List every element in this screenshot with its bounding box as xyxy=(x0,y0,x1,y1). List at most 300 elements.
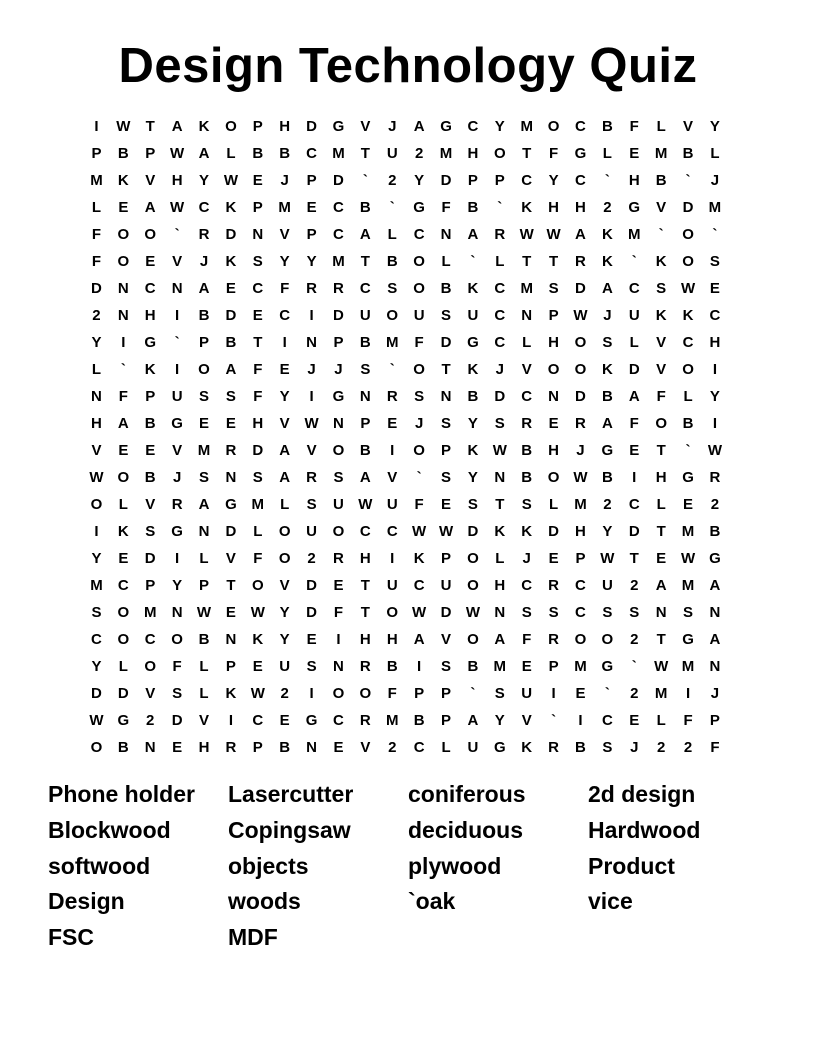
grid-letter: C xyxy=(333,199,344,216)
grid-letter: I xyxy=(309,388,314,405)
grid-letter: C xyxy=(601,712,613,729)
grid-letter: W xyxy=(654,658,669,675)
grid-letter: E xyxy=(333,739,344,756)
grid-letter: F xyxy=(172,658,182,675)
grid-letter: A xyxy=(117,415,129,432)
grid-letter: P xyxy=(548,658,559,675)
grid-letter: M xyxy=(385,712,399,729)
grid-letter: E xyxy=(145,442,156,459)
grid-letter: B xyxy=(601,469,613,486)
grid-letter: ` xyxy=(631,658,637,675)
word-bank-item: coniferous xyxy=(408,781,526,807)
grid-letter: U xyxy=(467,307,479,324)
grid-letter: U xyxy=(628,307,640,324)
grid-letter: L xyxy=(710,145,720,162)
grid-letter: L xyxy=(280,496,290,513)
grid-letter: V xyxy=(656,361,667,378)
grid-letter: L xyxy=(495,550,505,567)
word-bank-item: deciduous xyxy=(408,816,524,843)
grid-letter: T xyxy=(360,253,370,270)
grid-letter: M xyxy=(654,685,668,702)
grid-letter: J xyxy=(334,361,343,378)
grid-letter: S xyxy=(199,388,210,405)
grid-letter: A xyxy=(628,388,640,405)
grid-row xyxy=(83,113,739,140)
grid-letter: W xyxy=(89,712,104,729)
grid-letter: G xyxy=(413,199,425,216)
grid-row xyxy=(83,437,739,464)
grid-letter: Y xyxy=(414,172,425,189)
grid-letter: N xyxy=(655,604,667,621)
grid-letter: K xyxy=(682,307,694,324)
grid-letter: B xyxy=(601,388,613,405)
grid-letter: S xyxy=(709,253,720,270)
grid-letter: F xyxy=(683,712,693,729)
grid-letter: O xyxy=(117,226,130,243)
grid-letter: A xyxy=(198,280,210,297)
grid-letter: B xyxy=(709,523,721,540)
grid-letter: A xyxy=(467,226,479,243)
grid-letter: 2 xyxy=(656,739,666,756)
grid-letter: M xyxy=(278,199,291,216)
grid-letter: K xyxy=(225,253,237,270)
grid-letter: B xyxy=(117,145,129,162)
grid-letter: H xyxy=(548,442,559,459)
grid-letter: D xyxy=(682,199,694,216)
grid-letter: I xyxy=(336,631,341,648)
grid-letter: D xyxy=(467,523,479,540)
grid-letter: E xyxy=(118,199,129,216)
grid-letter: Y xyxy=(279,604,290,621)
grid-row xyxy=(83,248,739,275)
grid-letter: V xyxy=(360,739,371,756)
grid-letter: H xyxy=(198,739,210,756)
grid-letter: S xyxy=(252,253,263,270)
grid-letter: E xyxy=(279,361,290,378)
grid-letter: O xyxy=(386,307,399,324)
grid-letter: Y xyxy=(91,658,102,675)
grid-letter: T xyxy=(441,361,451,378)
grid-letter: T xyxy=(360,577,370,594)
grid-letter: H xyxy=(548,334,559,351)
grid-letter: K xyxy=(494,523,506,540)
grid-letter: C xyxy=(91,631,102,648)
grid-letter: ` xyxy=(470,253,476,270)
grid-letter: T xyxy=(549,253,559,270)
grid-letter: Y xyxy=(602,523,613,540)
grid-letter: E xyxy=(333,577,344,594)
grid-letter: W xyxy=(250,685,265,702)
grid-letter: U xyxy=(279,658,291,675)
grid-letter: A xyxy=(279,469,291,486)
grid-letter: B xyxy=(144,469,156,486)
grid-letter: C xyxy=(521,577,533,594)
grid-letter: P xyxy=(360,415,371,432)
grid-letter: N xyxy=(494,469,506,486)
grid-letter: H xyxy=(709,334,721,351)
grid-letter: G xyxy=(332,118,345,135)
grid-letter: E xyxy=(145,253,156,270)
grid-letter: K xyxy=(467,361,479,378)
grid-letter: I xyxy=(632,469,637,486)
grid-letter: G xyxy=(305,712,318,729)
grid-letter: L xyxy=(656,496,666,513)
grid-letter: M xyxy=(681,658,695,675)
grid-row xyxy=(83,545,739,572)
grid-letter: L xyxy=(656,118,666,135)
grid-letter: D xyxy=(117,685,129,702)
grid-letter: C xyxy=(628,496,640,513)
grid-letter: G xyxy=(574,145,587,162)
grid-letter: W xyxy=(89,469,104,486)
grid-letter: K xyxy=(655,253,667,270)
grid-letter: P xyxy=(145,388,156,405)
grid-letter: 2 xyxy=(603,496,612,513)
grid-letter: M xyxy=(439,145,453,162)
grid-letter: R xyxy=(225,739,237,756)
grid-letter: E xyxy=(548,550,559,567)
grid-letter: N xyxy=(225,631,237,648)
grid-letter: S xyxy=(494,415,505,432)
grid-letter: W xyxy=(546,226,561,243)
grid-letter: D xyxy=(333,172,344,189)
grid-letter: S xyxy=(602,739,613,756)
grid-letter: V xyxy=(360,118,371,135)
grid-letter: D xyxy=(225,307,237,324)
grid-letter: T xyxy=(522,253,532,270)
word-bank-item: Lasercutter xyxy=(228,781,354,807)
grid-letter: N xyxy=(521,307,533,324)
grid-letter: K xyxy=(601,253,613,270)
grid-letter: O xyxy=(601,631,614,648)
grid-letter: F xyxy=(253,361,263,378)
grid-letter: O xyxy=(117,604,130,621)
grid-letter: D xyxy=(171,712,183,729)
grid-letter: G xyxy=(332,388,345,405)
grid-letter: U xyxy=(386,577,398,594)
grid-letter: A xyxy=(601,280,613,297)
grid-letter: B xyxy=(467,658,479,675)
grid-letter: M xyxy=(520,280,533,297)
grid-letter: N xyxy=(333,658,344,675)
grid-letter: L xyxy=(91,199,102,216)
grid-letter: O xyxy=(413,280,425,297)
grid-letter: O xyxy=(682,253,694,270)
grid-letter: A xyxy=(198,145,210,162)
grid-letter: F xyxy=(387,685,397,702)
grid-letter: V xyxy=(279,415,290,432)
grid-letter: ` xyxy=(604,172,610,189)
grid-letter: O xyxy=(144,658,157,675)
grid-letter: K xyxy=(413,550,425,567)
grid-letter: A xyxy=(413,118,425,135)
grid-row xyxy=(83,680,739,707)
grid-letter: E xyxy=(709,280,720,297)
grid-letter: O xyxy=(574,361,587,378)
grid-letter: 2 xyxy=(92,307,101,324)
grid-letter: E xyxy=(252,307,263,324)
grid-letter: M xyxy=(574,496,587,513)
grid-letter: T xyxy=(253,334,263,351)
grid-letter: O xyxy=(493,145,506,162)
grid-letter: F xyxy=(333,604,344,621)
grid-letter: E xyxy=(306,199,317,216)
grid-letter: C xyxy=(117,577,129,594)
grid-row xyxy=(83,329,739,356)
grid-letter: R xyxy=(575,253,586,270)
grid-letter: J xyxy=(630,739,639,756)
grid-letter: F xyxy=(441,199,451,216)
grid-letter: Y xyxy=(494,712,505,729)
grid-letter: A xyxy=(709,577,721,594)
grid-letter: M xyxy=(654,145,668,162)
grid-letter: D xyxy=(575,280,586,297)
grid-letter: B xyxy=(359,442,371,459)
grid-letter: R xyxy=(225,442,237,459)
grid-letter: V xyxy=(91,442,102,459)
word-bank-item: MDF xyxy=(228,924,278,951)
grid-letter: V xyxy=(656,199,667,216)
grid-letter: K xyxy=(467,280,479,297)
grid-letter: ` xyxy=(362,172,368,189)
grid-letter: P xyxy=(548,307,559,324)
grid-letter: U xyxy=(386,496,398,513)
grid-letter: ` xyxy=(120,361,126,378)
grid-letter: O xyxy=(278,550,291,567)
grid-letter: H xyxy=(628,172,640,189)
grid-letter: V xyxy=(521,361,532,378)
word-bank-item: softwood xyxy=(48,852,151,879)
grid-letter: 2 xyxy=(603,199,612,216)
grid-letter: C xyxy=(359,523,371,540)
grid-letter: L xyxy=(656,712,666,729)
grid-row xyxy=(83,167,739,194)
grid-row xyxy=(83,194,739,221)
grid-letter: T xyxy=(629,550,639,567)
grid-letter: C xyxy=(279,307,291,324)
grid-letter: Y xyxy=(306,253,317,270)
grid-letter: B xyxy=(682,415,694,432)
grid-letter: G xyxy=(601,658,614,675)
grid-letter: S xyxy=(333,469,344,486)
grid-row xyxy=(83,410,739,437)
grid-letter: J xyxy=(199,253,209,270)
grid-letter: O xyxy=(332,523,345,540)
grid-letter: R xyxy=(359,658,371,675)
grid-letter: T xyxy=(360,604,370,621)
grid-letter: O xyxy=(117,469,130,486)
grid-letter: E xyxy=(656,550,667,567)
grid-letter: L xyxy=(495,253,505,270)
grid-letter: A xyxy=(359,226,371,243)
grid-letter: R xyxy=(171,496,183,513)
word-bank-item: Copingsaw xyxy=(228,816,351,843)
grid-letter: C xyxy=(386,523,398,540)
grid-letter: J xyxy=(603,307,612,324)
word-bank-item: woods xyxy=(228,888,301,915)
grid-letter: U xyxy=(333,496,344,513)
grid-letter: ` xyxy=(658,226,664,243)
grid-letter: P xyxy=(252,118,263,135)
grid-letter: K xyxy=(144,361,156,378)
grid-letter: B xyxy=(117,739,129,756)
grid-letter: T xyxy=(656,523,666,540)
grid-letter: P xyxy=(575,550,586,567)
grid-letter: W xyxy=(573,469,588,486)
grid-letter: I xyxy=(175,307,180,324)
grid-letter: W xyxy=(707,442,723,459)
grid-letter: V xyxy=(441,631,452,648)
grid-letter: H xyxy=(548,199,559,216)
grid-letter: P xyxy=(306,172,317,189)
word-bank-item: Design xyxy=(48,888,125,915)
grid-letter: C xyxy=(144,631,156,648)
grid-letter: K xyxy=(198,118,210,135)
grid-letter: A xyxy=(171,118,183,135)
grid-letter: D xyxy=(225,226,237,243)
word-bank-item: `oak xyxy=(408,888,456,915)
grid-letter: J xyxy=(388,118,397,135)
grid-letter: T xyxy=(360,145,370,162)
grid-letter: L xyxy=(253,523,263,540)
grid-letter: N xyxy=(117,307,129,324)
grid-letter: S xyxy=(683,604,694,621)
grid-letter: O xyxy=(413,253,425,270)
grid-letter: L xyxy=(91,361,102,378)
grid-letter: S xyxy=(494,685,505,702)
grid-letter: I xyxy=(417,658,422,675)
grid-letter: V xyxy=(172,253,183,270)
grid-letter: V xyxy=(145,685,156,702)
grid-letter: D xyxy=(575,388,586,405)
grid-row xyxy=(83,275,739,302)
word-bank-item: 2d design xyxy=(588,781,696,807)
grid-letter: G xyxy=(225,496,237,513)
grid-letter: P xyxy=(709,712,720,729)
grid-letter: R xyxy=(521,415,533,432)
grid-letter: A xyxy=(225,361,237,378)
grid-letter: T xyxy=(522,145,532,162)
grid-letter: A xyxy=(279,442,291,459)
grid-letter: W xyxy=(680,280,696,297)
grid-letter: B xyxy=(279,739,291,756)
grid-letter: S xyxy=(656,280,667,297)
grid-letter: G xyxy=(440,118,452,135)
grid-letter: D xyxy=(494,388,506,405)
grid-letter: L xyxy=(387,226,397,243)
grid-letter: C xyxy=(333,226,344,243)
grid-letter: Y xyxy=(467,469,478,486)
grid-letter: T xyxy=(226,577,236,594)
grid-letter: W xyxy=(304,415,319,432)
grid-letter: S xyxy=(521,604,532,621)
grid-letter: ` xyxy=(604,685,610,702)
grid-letter: 2 xyxy=(414,145,424,162)
grid-letter: C xyxy=(575,577,586,594)
grid-letter: E xyxy=(521,658,532,675)
grid-letter: K xyxy=(601,361,613,378)
grid-letter: O xyxy=(467,577,479,594)
grid-letter: C xyxy=(252,280,264,297)
grid-letter: M xyxy=(628,226,641,243)
grid-letter: H xyxy=(359,550,371,567)
grid-letter: W xyxy=(250,604,265,621)
grid-letter: N xyxy=(494,604,506,621)
grid-letter: P xyxy=(414,685,425,702)
grid-letter: B xyxy=(359,199,371,216)
word-bank-item: FSC xyxy=(48,924,94,951)
grid-letter: I xyxy=(578,712,583,729)
grid-letter: E xyxy=(172,739,183,756)
grid-letter: ` xyxy=(631,253,637,270)
grid-letter: N xyxy=(440,388,452,405)
page-title: Design Technology Quiz xyxy=(118,39,698,93)
grid-letter: W xyxy=(519,226,534,243)
grid-row xyxy=(83,356,739,383)
grid-letter: ` xyxy=(416,469,422,486)
grid-letter: C xyxy=(467,118,479,135)
grid-letter: G xyxy=(467,334,479,351)
grid-letter: 2 xyxy=(630,631,639,648)
grid-letter: M xyxy=(332,253,345,270)
grid-row xyxy=(83,464,739,491)
grid-letter: U xyxy=(171,388,183,405)
grid-letter: K xyxy=(467,442,479,459)
grid-letter: I xyxy=(175,550,180,567)
grid-letter: D xyxy=(91,280,102,297)
grid-letter: S xyxy=(199,469,210,486)
grid-letter: M xyxy=(197,442,211,459)
grid-letter: K xyxy=(117,172,129,189)
grid-letter: C xyxy=(333,712,344,729)
grid-letter: F xyxy=(91,253,102,270)
grid-letter: P xyxy=(225,658,236,675)
grid-letter: I xyxy=(712,361,718,378)
grid-letter: V xyxy=(306,442,317,459)
grid-letter: I xyxy=(390,442,395,459)
grid-letter: K xyxy=(521,199,533,216)
grid-letter: S xyxy=(172,685,183,702)
grid-letter: S xyxy=(629,604,640,621)
grid-letter: I xyxy=(685,685,691,702)
grid-row xyxy=(83,707,739,734)
grid-letter: 2 xyxy=(280,685,289,702)
grid-letter: M xyxy=(493,658,507,675)
grid-letter: U xyxy=(413,307,425,324)
grid-letter: R xyxy=(306,469,317,486)
grid-letter: W xyxy=(438,523,454,540)
grid-letter: L xyxy=(549,496,559,513)
grid-letter: O xyxy=(90,739,103,756)
grid-letter: S xyxy=(602,334,613,351)
grid-letter: I xyxy=(282,334,287,351)
grid-letter: L xyxy=(441,253,451,270)
grid-letter: L xyxy=(118,658,128,675)
grid-letter: J xyxy=(576,442,585,459)
grid-letter: O xyxy=(278,523,291,540)
grid-letter: ` xyxy=(470,685,476,702)
grid-letter: J xyxy=(522,550,531,567)
grid-letter: H xyxy=(359,631,371,648)
grid-letter: W xyxy=(492,442,507,459)
grid-letter: P xyxy=(199,577,210,594)
grid-letter: P xyxy=(252,739,263,756)
grid-letter: ` xyxy=(712,226,718,243)
grid-letter: C xyxy=(521,388,533,405)
grid-letter: W xyxy=(465,604,480,621)
grid-letter: C xyxy=(709,307,721,324)
grid-letter: Y xyxy=(172,577,183,594)
